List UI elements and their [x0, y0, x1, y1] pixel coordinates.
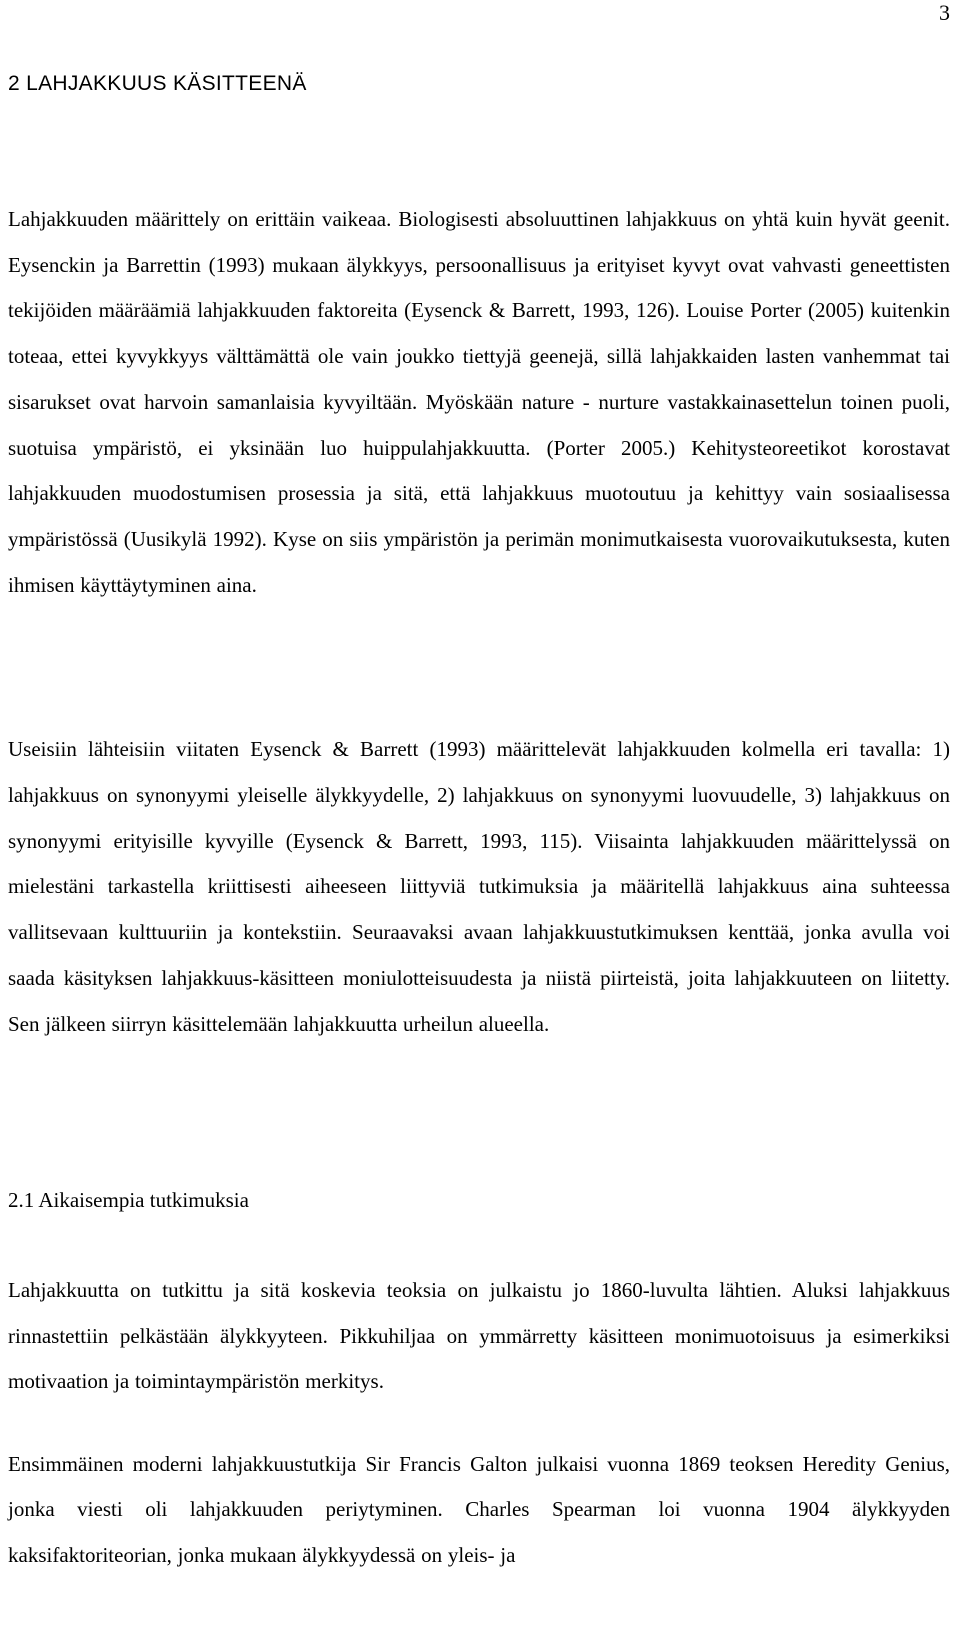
body-paragraph-2: Useisiin lähteisiin viitaten Eysenck & Barrett (1993) määrittelevät lahjakkuuden kolmella eri tavalla: 1) lahjakkuus on synonyymi yleiselle älykkyydelle, 2) lahjakkuus on synonyymi luovuudelle, 3) lahjakkuus on synonyymi erityisille kyvyille (Eysenck & Barrett, 1993, 115). Viisainta lahjakkuuden määrittelyssä on mielestäni tarkastella kriittisesti aiheeseen liittyviä tutkimuksia ja määritellä lahjakkuus aina suhteessa vallitsevaan kulttuuriin ja kontekstiin. Seuraavaksi avaan lahjakkuustutkimuksen kenttää, jonka avulla voi saada käsityksen lahjakkuus-käsitteen moniulotteisuudesta ja niistä piirteistä, joita lahjakkuuteen on liitetty. Sen jälkeen siirryn käsittelemään lahjakkuutta urheilun alueella. — [8, 737, 950, 1036]
section-paragraph-1: Lahjakkuutta on tutkittu ja sitä koskevia teoksia on julkaistu jo 1860-luvulta lähtien. Aluksi lahjakkuus rinnastettiin pelkästään älykkyyteen. Pikkuhiljaa on ymmärretty käsitteen monimuotoisuus ja esimerkiksi motivaation ja toimintaympäristön merkitys. — [8, 1278, 950, 1394]
section-heading: 2.1 Aikaisempia tutkimuksia — [8, 1188, 249, 1212]
page-number: 3 — [939, 0, 950, 25]
chapter-heading: 2 LAHJAKKUUS KÄSITTEENÄ — [8, 72, 307, 95]
section-paragraph-2: Ensimmäinen moderni lahjakkuustutkija Sir Francis Galton julkaisi vuonna 1869 teoksen Heredity Genius, jonka viesti oli lahjakkuuden periytyminen. Charles Spearman loi vuonna 1904 älykkyyden kaksifaktoriteorian, jonka mukaan älykkyydessä on yleis- ja — [8, 1452, 950, 1567]
body-paragraph-1: Lahjakkuuden määrittely on erittäin vaikeaa. Biologisesti absoluuttinen lahjakkuus on yhtä kuin hyvät geenit. Eysenckin ja Barrettin (1993) mukaan älykkyys, persoonallisuus ja erityiset kyvyt ovat vahvasti geneettisten tekijöiden määräämiä lahjakkuuden faktoreita (Eysenck & Barrett, 1993, 126). Louise Porter (2005) kuitenkin toteaa, ettei kyvykkyys välttämättä ole vain joukko tiettyjä geenejä, sillä lahjakkaiden lasten vanhemmat tai sisarukset ovat harvoin samanlaisia kyvyiltään. Myöskään nature - nurture vastakkainasettelun toinen puoli, suotuisa ympäristö, ei yksinään luo huippulahjakkuutta. (Porter 2005.) Kehitysteoreetikot korostavat lahjakkuuden muodostumisen prosessia ja sitä, että lahjakkuus muotoutuu ja kehittyy vain sosiaalisessa ympäristössä (Uusikylä 1992). Kyse on siis ympäristön ja perimän monimutkaisesta vuorovaikutuksesta, kuten ihmisen käyttäytyminen aina. — [8, 207, 950, 597]
